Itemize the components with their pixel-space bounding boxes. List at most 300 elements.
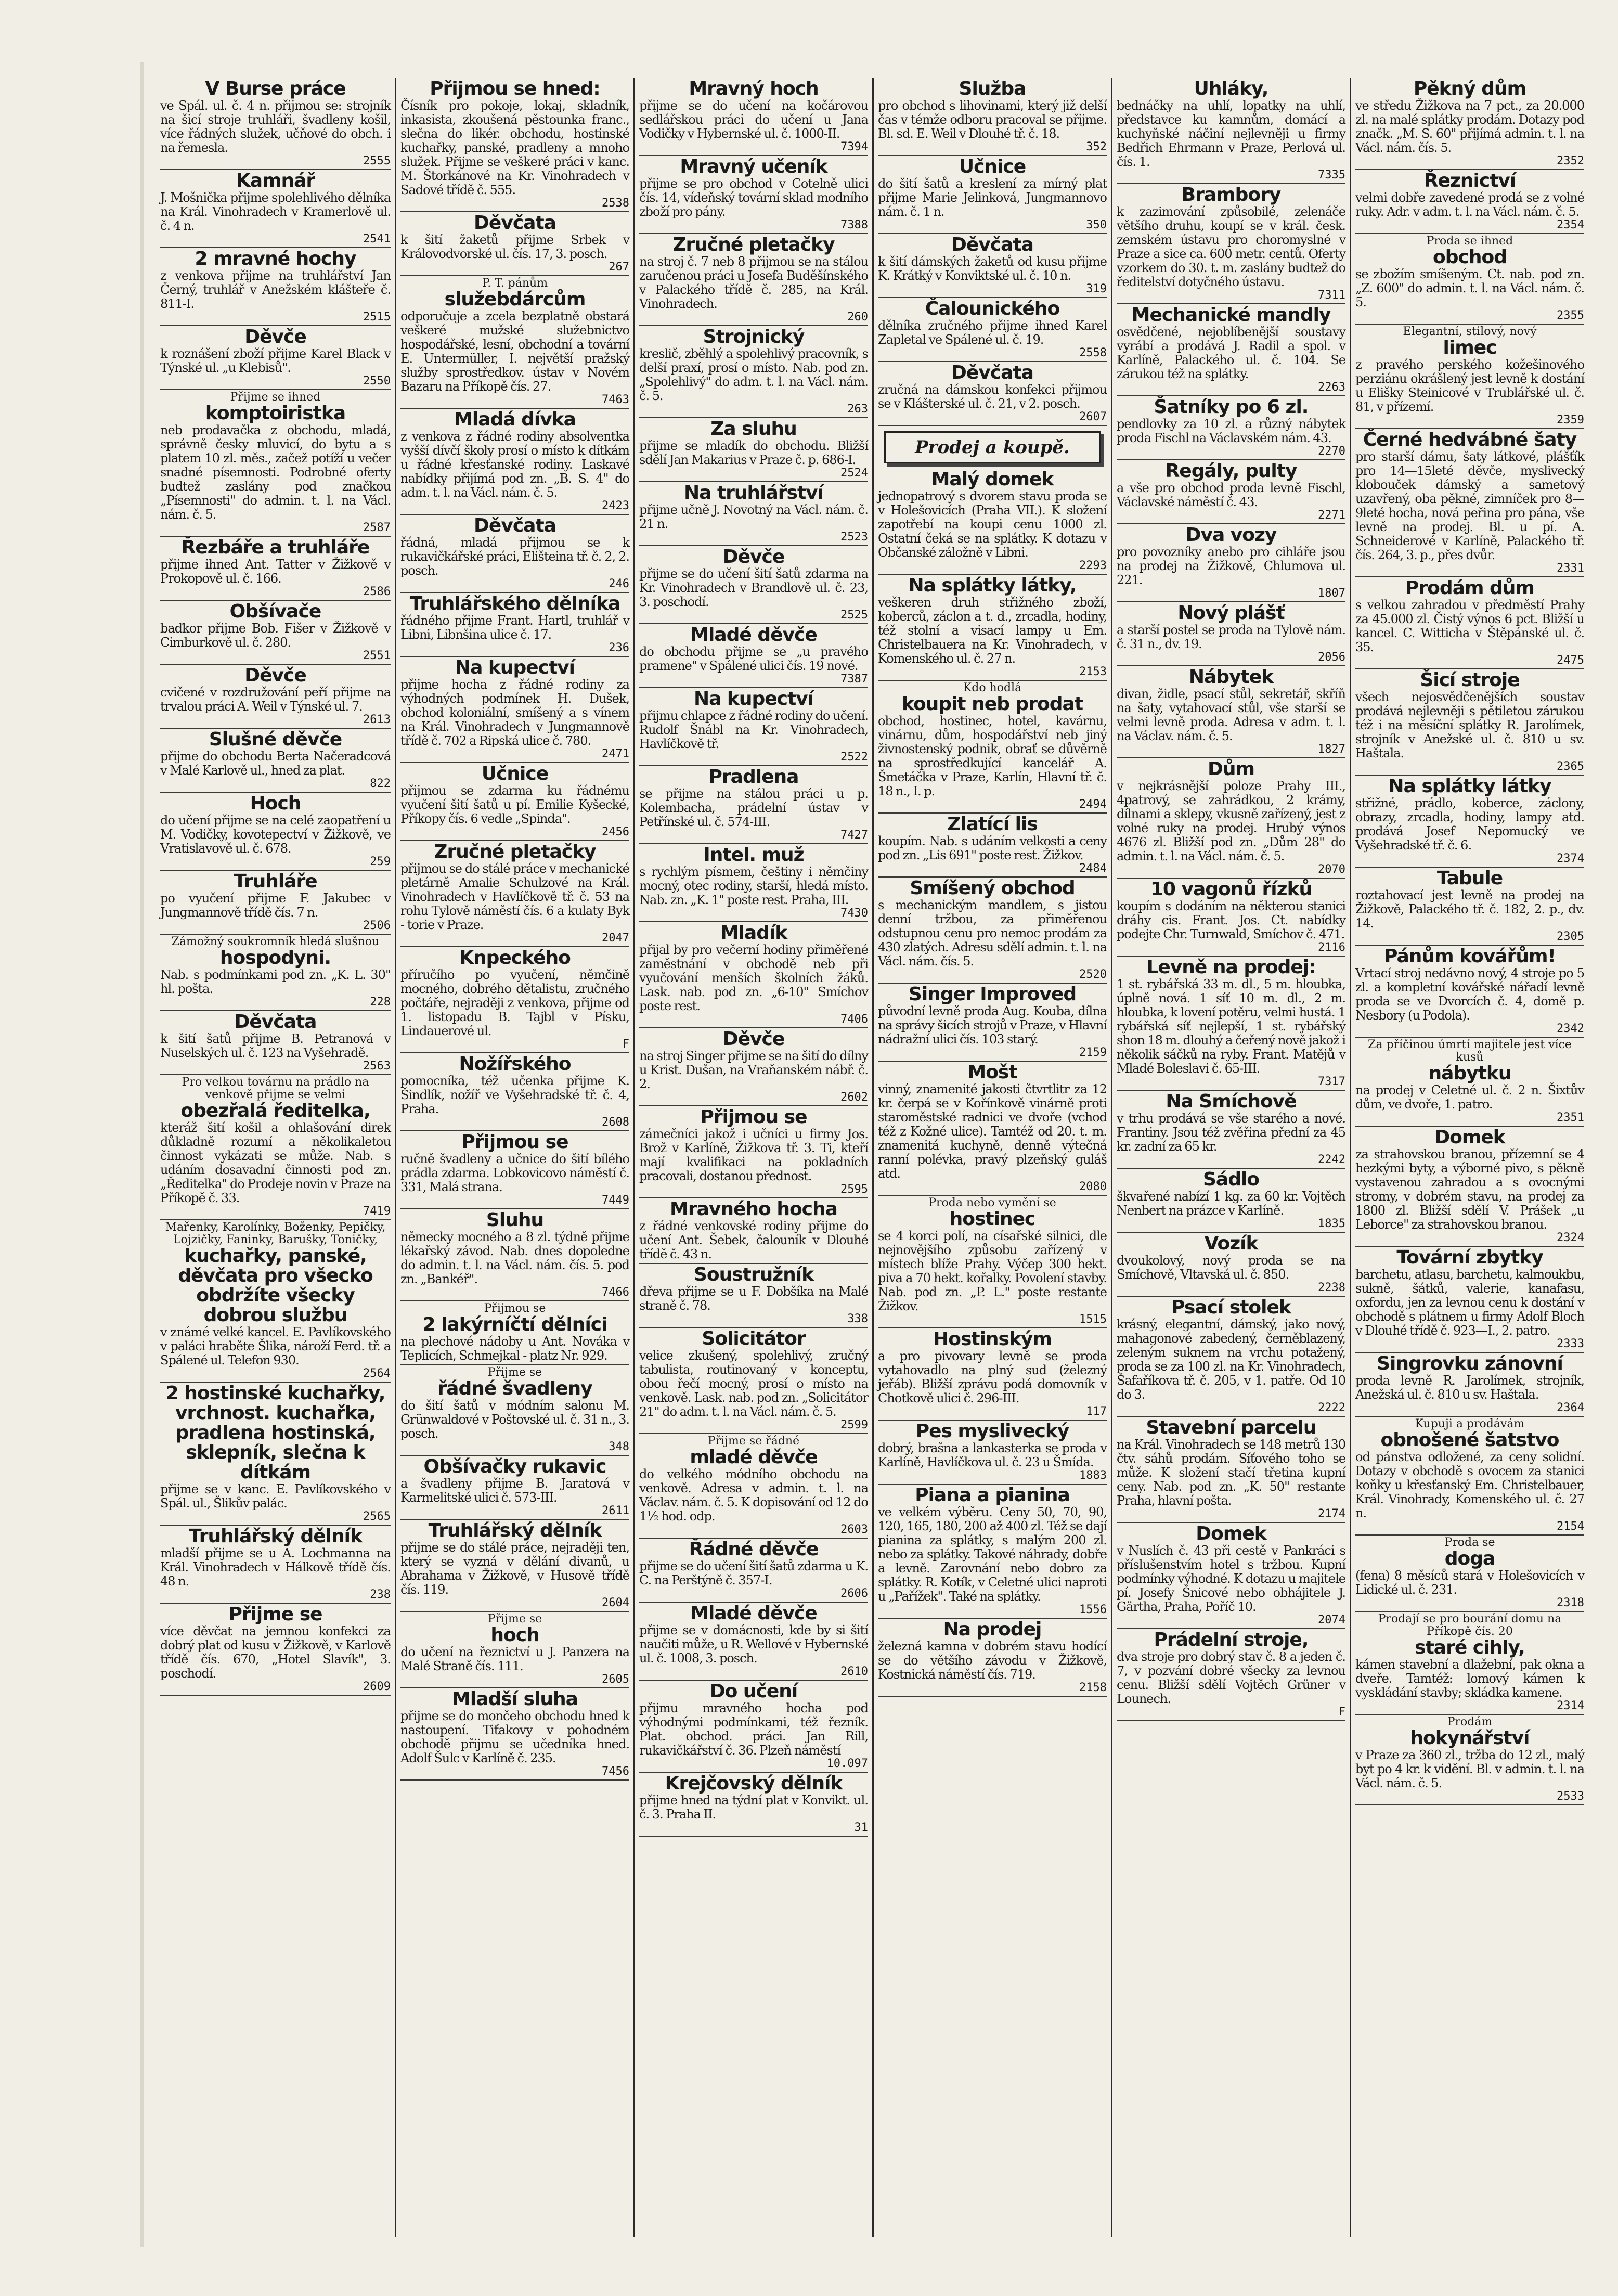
classified-ad (1355, 234, 1584, 325)
ad-reference-number: 350 (1086, 218, 1107, 231)
ad-text: k šití šatů přijme B. Petranová v Nuselských ul. č. 123 na Vyšehradě. (160, 1031, 391, 1060)
ad-text: přijmu mravného hocha pod výhodnými podmínkami, též řezník. Plat. obchod. práci. Jan Rill, rukavičkářství č. 36. Plzeň náměstí (639, 1701, 868, 1758)
ad-text: přijme se do učení na kočárovou sedlářskou práci do učení u Jana Vodičky v Hybernské ul. č. 1000-II. (639, 98, 868, 141)
ad-text: na stroj Singer přijme se na šití do dílny u Krist. Dušan, na Vraňanském nábř. č. 2. (639, 1049, 868, 1091)
ad-reference-number: 2608 (602, 1116, 629, 1129)
ad-heading: Psací stolek (1171, 1297, 1291, 1318)
ad-heading: Soustružník (693, 1264, 814, 1285)
ad-lead-in: Přijme se (487, 1366, 542, 1379)
ad-text: řádná, mladá přijmou se k rukavičkářské práci, Elišteina tř. č. 2, 2. posch. (400, 535, 629, 578)
ad-text: přijme do obchodu Berta Načeradcová v Malé Karlově ul., hned za plat. (160, 749, 391, 778)
ad-heading: limec (1443, 337, 1497, 358)
ad-text: v nejkrásnější poloze Prahy III., 4patrový, se zahrádkou, 2 krámy, dílnami a sklepy, vkusně zařízený, jest z volné ruky na prodej. Hrubý výnos 4676 zl. Bližší pod zn. „Dům 28" do admin. t. l. na Václ. nám. č. 5. (1117, 779, 1345, 863)
ad-text: všech nejosvědčenějších soustav prodává nejlevněji s pětiletou zárukou též i na měsíční splátky R. Jarolímek, strojník v Anežské ul. č. 810 u sv. Haštala. (1355, 690, 1584, 760)
classified-ad (639, 1434, 868, 1539)
classified-ad (400, 1365, 629, 1456)
ad-reference-number: 2324 (1557, 1231, 1584, 1244)
ad-heading: Domek (1434, 1127, 1505, 1148)
ad-reference-number: 2558 (1079, 346, 1107, 359)
ad-reference-number: 2263 (1318, 381, 1345, 394)
ad-heading: Vozík (1204, 1233, 1258, 1254)
ad-heading: Truhlářského dělníka (409, 593, 620, 614)
classified-ad (1117, 304, 1345, 396)
classified-ad (1355, 1247, 1584, 1353)
ad-heading: Pánům kovářům! (1384, 946, 1556, 967)
ad-reference-number: 1827 (1318, 743, 1345, 756)
ad-text: s mechanickým mandlem, s jistou denní tržbou, za přiměřenou odstupnou cenu pro nemoc prodám za 430 zlatých. Adresu sdělí admin. t. l. na Václ. nám. čís. 5. (878, 898, 1107, 969)
ad-text: baďkor přijme Bob. Fišer v Žižkově v Cimburkově ul. č. 280. (160, 621, 391, 650)
ad-reference-number: 2456 (602, 825, 629, 839)
ad-text: vinný, znamenité jakosti čtvrtlitr za 12 kr. čerpá se v Kořínkově vinárně proti staroměstské radnici ve dvoře (vchod též z Kožné ulice). Tamtéž od 20. t. m. znamenitá kuchyně, denně výtečná ranní polévka, pravý plzeňský guláš atd. (878, 1082, 1107, 1181)
ad-text: Nab. s podmínkami pod zn. „K. L. 30" hl. pošta. (160, 968, 391, 996)
ad-reference-number: 7419 (363, 1205, 391, 1218)
ad-text: přijme hned na týdní plat v Konvikt. ul. č. 3. Praha II. (639, 1793, 868, 1822)
ad-reference-number: 7317 (1318, 1075, 1345, 1088)
classified-ad (878, 1196, 1107, 1328)
ad-heading: Mladík (720, 922, 787, 944)
classified-ad (1355, 1715, 1584, 1805)
ad-heading: obnošené šatstvo (1380, 1429, 1559, 1451)
ad-reference-number: 2551 (363, 649, 391, 662)
ad-heading: Děvčata (474, 515, 556, 536)
ad-heading: Obšívačky rukavic (423, 1456, 606, 1477)
classified-ads-page (156, 78, 1589, 2237)
ad-text: v Nuslích č. 43 při cestě v Pankráci s příslušenstvím hotel s tržbou. Kupní podmínky výhodné. K dotazu u majitele pí. Josefy Šnicové nebo obhájitele J. Gärtha, Praha, Poříč 10. (1117, 1543, 1345, 1614)
ad-heading: Mladé děvče (690, 1603, 817, 1624)
ad-text: přijme se do stálé práce, nejraději ten, který se vyzná v dělání divanů, u Abrahama v Žižkově, v Husově třídě čís. 119. (400, 1540, 629, 1597)
ad-text: příručího po vyučení, němčině mocného, dobrého dětalistu, zručného počtáře, nejraději z venkova, přijme od 1. listopadu B. Tajbl v Písku, Lindauerové ul. (400, 968, 629, 1038)
ad-reference-number: 7311 (1318, 289, 1345, 302)
ad-reference-number: 2293 (1079, 559, 1107, 572)
ad-lead-in: Pro velkou továrnu na prádlo na venkově přijme se velmi (182, 1076, 369, 1101)
classified-ad (639, 156, 868, 234)
ad-reference-number: 2238 (1318, 1281, 1345, 1294)
ad-heading: Řádné děvče (689, 1539, 819, 1560)
classified-ad (639, 688, 868, 766)
ad-heading: Dům (1207, 758, 1255, 780)
classified-ad (1117, 1523, 1345, 1629)
ad-reference-number: 2609 (363, 1680, 391, 1693)
ad-text: od pánstva odložené, za ceny solidní. Dotazy v obchodě s ovocem za stanici koňky u křesťanský Em. Christelbauer, Král. Vinohrady, Komenského ul. č. 27 n. (1355, 1450, 1584, 1520)
ad-lead-in: Proda nebo vymění se (928, 1196, 1056, 1209)
ad-reference-number: 1515 (1079, 1313, 1107, 1326)
ad-heading: Děvčata (951, 234, 1033, 255)
classified-ad (1117, 1091, 1345, 1169)
ad-text: na prodej v Celetné ul. č. 2 n. Šixtův dům, ve dvoře, 1. patro. (1355, 1083, 1584, 1112)
classified-ad (160, 729, 391, 793)
classified-ad (1117, 666, 1345, 758)
ad-text: a švadleny přijme B. Jaratová v Karmelitské ulici č. 573-III. (400, 1476, 629, 1505)
classified-ad (1117, 184, 1345, 304)
classified-ad (878, 814, 1107, 878)
ad-text: na stroj č. 7 neb 8 přijmou se na stálou zaručenou práci u Josefa Buděšínského v Palackého třídě č. 285, na Král. Vinohradech. (639, 254, 868, 311)
ad-text: z venkova z řádné rodiny absolventka vyšší dívčí školy prosí o místo k dítkám u řádné křesťanské rodiny. Laskavé nabídky přijímá pod zn. „B. S. 4" do adm. t. l. na Václ. nám. č. 5. (400, 429, 629, 500)
ad-reference-number: 2595 (840, 1183, 868, 1196)
ad-reference-number: 2563 (363, 1060, 391, 1073)
classified-ad (639, 1028, 868, 1106)
ad-heading: Na truhlářství (683, 482, 823, 504)
ad-reference-number: 2222 (1318, 1401, 1345, 1414)
classified-ad (639, 766, 868, 844)
ad-reference-number: 228 (370, 996, 391, 1009)
ad-heading: Knpeckého (459, 947, 571, 969)
classified-ad (639, 1198, 868, 1264)
ad-reference-number: 2333 (1557, 1337, 1584, 1350)
classified-ad (1355, 946, 1584, 1038)
classified-ad (1117, 1629, 1345, 1721)
ad-lead-in: Prodám (1447, 1715, 1493, 1729)
ad-heading: Brambory (1181, 184, 1281, 205)
ad-reference-number: 7430 (840, 907, 868, 920)
ad-heading: Mladá dívka (454, 409, 576, 430)
ad-heading: doga (1444, 1548, 1495, 1569)
classified-ad (400, 1131, 629, 1209)
ad-lead-in: Kupuji a prodávám (1415, 1417, 1525, 1430)
ad-heading: Mechanické mandly (1131, 304, 1331, 326)
ad-heading: Na Smíchově (1166, 1091, 1297, 1112)
classified-ad (1355, 1536, 1584, 1612)
ad-reference-number: 263 (847, 403, 868, 416)
ad-reference-number: 2271 (1318, 509, 1345, 522)
ad-heading: Piana a pianina (915, 1485, 1070, 1506)
ad-reference-number: 2305 (1557, 930, 1584, 943)
ad-reference-number: 2603 (840, 1523, 868, 1536)
ad-text: z řádné venkovské rodiny přijme do učení Ant. Šebek, čalouník v Dlouhé třídě č. 43 n. (639, 1219, 868, 1261)
classified-ad (1355, 1038, 1584, 1127)
ad-text: 1 st. rybářská 33 m. dl., 5 m. hloubka, úplně nová. 1 síť 10 m. dl., 2 m. hloubka, k lovení potěru, velmi hustá. 1 rybářská síť nejlepší, 1 st. rybářský shon 18 m. dlouhý a čeřený nově jakož i několik sáčků na ryby. Frant. Matějů v Mladé Boleslavi č. 65-III. (1117, 977, 1345, 1076)
ad-heading: hokynářství (1410, 1727, 1530, 1749)
classified-ad (400, 515, 629, 593)
ad-heading: řádné švadleny (437, 1378, 592, 1399)
ad-reference-number: 2533 (1557, 1790, 1584, 1803)
ad-heading: Děvče (244, 326, 306, 347)
ad-text: J. Mošnička přijme spolehlivého dělníka na Král. Vinohradech v Kramerlově ul. č. 4 n. (160, 190, 391, 233)
ad-text: přijme se mladík do obchodu. Bližší sdělí Jan Makarius v Praze č. p. 686-I. (639, 438, 868, 467)
ad-text: původní levně proda Aug. Kouba, dílna na správy šicích strojů v Praze, v Hlavní nádražní ulici čís. 103 starý. (878, 1004, 1107, 1047)
classified-ad (160, 601, 391, 665)
classified-ad (639, 1264, 868, 1328)
ad-text: barchetu, atlasu, barchetu, kalmoukbu, sukně, šátků, valerie, kanafasu, oxfordu, jen za levnou cenu k dostání v obchodě s plátnem u firmy Adolf Bloch v Dlouhé třídě č. 923—I., 2. patro. (1355, 1267, 1584, 1338)
classified-ad (1117, 460, 1345, 524)
classified-ad (878, 575, 1107, 681)
ad-text: na Král. Vinohradech se 148 metrů 130 čtv. sáhů prodám. Síťového toho se může. K složení stačí třetina kupní ceny. Nab. pod zn. „K. 50" restante Praha, hlavní pošta. (1117, 1437, 1345, 1508)
classified-ad (639, 1539, 868, 1603)
ad-reference-number: 2564 (363, 1367, 391, 1380)
ad-reference-number: 238 (370, 1588, 391, 1601)
ad-text: k šití dámských žaketů od kusu přijme K. Krátký v Konviktské ul. č. 10 n. (878, 254, 1107, 283)
ad-heading: Do učení (709, 1681, 798, 1702)
ad-text: ve středu Žižkova na 7 pct., za 20.000 zl. na malé splátky prodám. Dotazy pod značk. „M. S. 60" přijímá admin. t. l. na Václ. nám. čís. 5. (1355, 98, 1584, 155)
section-banner (878, 426, 1107, 469)
ad-heading: Mravného hocha (670, 1198, 837, 1220)
ad-heading: Sluhu (486, 1209, 544, 1231)
ad-text: přijme se do učení šití šatů zdarma u K. C. na Perštýně č. 357-I. (639, 1559, 868, 1588)
ad-heading: Šicí stroje (1420, 669, 1520, 691)
ad-text: přijmu chlapce z řádné rodiny do učení. Rudolf Šnábl na Kr. Vinohradech, Havlíčkově tř. (639, 708, 868, 751)
classified-ad (1355, 669, 1584, 776)
ad-reference-number: 117 (1086, 1405, 1107, 1418)
classified-ad (639, 1681, 868, 1773)
classified-ad (1117, 1233, 1345, 1297)
ad-reference-number: 2074 (1318, 1614, 1345, 1627)
ad-text: neb prodavačka z obchodu, mladá, správně česky mluvicí, do bytu a s platem 10 zl. měs., začež potíží u večer snadné písemnosti. Podrobné oferty budtež zaslány pod značkou „Písemnosti" do admin. t. l. na Václ. nám. č. 5. (160, 423, 391, 522)
classified-ad (400, 657, 629, 763)
ad-lead-in: Přijme se řádné (707, 1435, 800, 1448)
ad-text: pro obchod s lihovinami, který již delší čas v témže odboru pracoval se přijme. Bl. sd. E. Weil v Dlouhé tř. č. 18. (878, 98, 1107, 141)
column-4 (872, 78, 1111, 2237)
ad-heading: koupit neb prodat (901, 693, 1083, 715)
ad-reference-number: 1883 (1079, 1469, 1107, 1482)
classified-ad (1355, 325, 1584, 429)
classified-ad (639, 482, 868, 546)
ad-heading: Nožířského (459, 1053, 571, 1075)
ad-reference-number: 7463 (602, 393, 629, 406)
ad-reference-number: 2355 (1557, 309, 1584, 322)
classified-ad (639, 1603, 868, 1681)
classified-ad (878, 469, 1107, 575)
classified-ad (1117, 396, 1345, 460)
classified-ad (400, 78, 629, 212)
ad-heading: Mravný hoch (689, 78, 819, 99)
ad-text: odporučuje a zcela bezplatně obstará veškeré mužské služebnictvo hospodářské, lesní, obchodní a tovární E. Untermüller, I. největší pražský služby sprostředkov. ústav v Novém Bazaru na Příkopě čís. 27. (400, 309, 629, 394)
ad-reference-number: 822 (370, 777, 391, 790)
ad-text: do šití šatů a kreslení za mírný plat přijme Marie Jelinková, Jungmannovo nám. č. 1 n. (878, 176, 1107, 219)
ad-heading: Mladé děvče (690, 624, 817, 646)
ad-heading: Učnice (481, 763, 549, 784)
ad-reference-number: 2331 (1557, 562, 1584, 575)
ad-text: dřeva přijme se u F. Dobšíka na Malé straně č. 78. (639, 1284, 868, 1313)
ad-reference-number: 2525 (840, 609, 868, 622)
ad-text: Čísník pro pokoje, lokaj, skladník, inkasista, zkoušená pěstounka franc., slečna do likér. obchodu, hostinské kuchařky, panské, pradleny a mnoho služek. Přijme se veškeré práci v kanc. M. Štorkánové na Kr. Vinohradech v Sadové třídě č. 555. (400, 98, 629, 197)
ad-heading: Pradlena (708, 766, 799, 788)
ad-text: pro starší dámu, šaty látkové, plášťík pro 14—15leté děvče, myslivecký klobouček dámský a sametový uzavřený, oba pěkné, zimníček pro 8—9leté hocha, nová peřina pro pána, vše levně na prodej. Bl. u pí. A. Schneiderové v Karlíně, Palackého tř. čís. 264, 3. p., přes dvůr. (1355, 449, 1584, 562)
classified-ad (878, 1328, 1107, 1421)
ad-heading: Na prodej (943, 1619, 1042, 1640)
column-2 (395, 78, 633, 2237)
ad-heading: Nábytek (1188, 666, 1274, 688)
ad-heading: 2 hostinské kuchařky, vrchnost. kuchařka, pradlena hostinská, sklepník, slečna k dítkám (165, 1383, 385, 1483)
classified-ad (878, 1062, 1107, 1196)
ad-text: z pravého perského kožešinového perziánu okrášlený jest levně k dostání u Elišky Steinicové v Trublářské ul. č. 81, v přízemí. (1355, 357, 1584, 414)
classified-ad (160, 170, 391, 248)
classified-ad (1355, 577, 1584, 669)
ad-lead-in: Za příčinou úmrtí majitele jest více kusů (1368, 1038, 1572, 1064)
classified-ad (1355, 776, 1584, 868)
ad-text: přijal by pro večerní hodiny přiměřené zaměstnání v obchodě neb při vyučování menších školních žáků. Lask. nab. pod zn. „6-10" Smíchov poste rest. (639, 943, 868, 1013)
ad-heading: hospodyni. (219, 947, 331, 969)
classified-ad (639, 78, 868, 156)
ad-reference-number: 2607 (1079, 410, 1107, 423)
ad-heading: Černé hedvábné šaty (1363, 429, 1577, 450)
ad-reference-number: 2318 (1557, 1596, 1584, 1609)
ad-text: přijme ihned Ant. Tatter v Žižkově v Prokopově ul. č. 166. (160, 557, 391, 586)
classified-ad (160, 1604, 391, 1696)
classified-ad (1117, 524, 1345, 602)
ad-heading: Děvčata (234, 1011, 317, 1033)
ad-reference-number: 2587 (363, 521, 391, 534)
ad-reference-number: 348 (609, 1440, 629, 1453)
ad-reference-number: 7387 (840, 673, 868, 686)
ad-heading: Děvčata (474, 212, 556, 234)
ad-reference-number: 2520 (1079, 968, 1107, 981)
ad-heading: Přijmou se (700, 1106, 807, 1128)
ad-text: do velkého módního obchodu na venkově. Adresa v admin. t. l. na Václav. nám. č. 5. K dopisování od 12 do 1½ hod. odp. (639, 1467, 868, 1524)
classified-ad (639, 1328, 868, 1434)
ad-reference-number: 2565 (363, 1510, 391, 1523)
ad-text: roztahovací jest levně na prodej na Žižkově, Palackého tř. č. 182, 2. p., dv. 14. (1355, 888, 1584, 931)
ad-text: osvědčené, nejoblíbenější soustavy vyrábí a prodává J. Radil a spol. v Karlíně, Palackého ul. č. 104. Se zárukou též na splátky. (1117, 325, 1345, 381)
classified-ad (400, 276, 629, 409)
classified-ad (878, 1485, 1107, 1619)
ad-lead-in: Přijme se ihned (230, 391, 321, 404)
ad-text: za strahovskou branou, přízemní se 4 hezkými byty, a výborné pivo, s pěkně vystavenou zahradou a s ovocnými stromy, v dobrém stavu, na prodej za 1800 zl. Bližší sdělí V. Prášek „u Leborce" za strahovskou branou. (1355, 1147, 1584, 1232)
ad-reference-number: 7335 (1318, 169, 1345, 182)
ad-text: Vrtací stroj nedávno nový, 4 stroje po 5 zl. a kompletní kovářské nářadí levně proda se ve Dvorcích č. 4, domě p. Nesbory (u Podola). (1355, 966, 1584, 1023)
ad-reference-number: 7456 (602, 1765, 629, 1778)
classified-ad (400, 1053, 629, 1131)
ad-text: do šití šatů v módním salonu M. Grünwaldové v Poštovské ul. č. 31 n., 3. posch. (400, 1398, 629, 1441)
classified-ad (400, 212, 629, 276)
ad-reference-number: 2604 (602, 1596, 629, 1609)
ad-text: dva stroje pro dobrý stav č. 8 a jeden č. 7, v pozvání dobré všecky za levnou cenu. Bližší sdělí Vojtěch Grüner v Lounech. (1117, 1649, 1345, 1706)
ad-reference-number: 2522 (840, 751, 868, 764)
classified-ad (639, 844, 868, 922)
ad-reference-number: 2541 (363, 233, 391, 246)
ad-text: k šití žaketů přijme Srbek v Královodvorské ul. čís. 17, 3. posch. (400, 233, 629, 261)
ad-reference-number: 2523 (840, 531, 868, 544)
classified-ad (1355, 78, 1584, 170)
ad-heading: Na kupectví (693, 688, 814, 710)
ad-text: a starší postel se proda na Tylově nám. č. 31 n., dv. 19. (1117, 623, 1345, 651)
ad-heading: nábytku (1428, 1063, 1511, 1084)
ad-reference-number: 2154 (1557, 1520, 1584, 1533)
ad-text: přijme hocha z řádné rodiny za výhodných podmínek H. Dušek, obchod koloniální, smíšený a s vínem na Král. Vinohradech v Jungmannově třídě č. 702 a Ripská ulice č. 780. (400, 677, 629, 748)
ad-text: pendlovky za 10 zl. a různý nábytek proda Fischl na Václavském nám. 43. (1117, 417, 1345, 445)
ad-heading: Domek (1196, 1523, 1266, 1544)
ad-text: německy mocného a 8 zl. týdně přijme lékařský závod. Nab. dnes dopoledne do admin. t. l. na Václ. nám. čís. 5. pod zn. „Bankéř". (400, 1230, 629, 1286)
classified-ad (1117, 602, 1345, 666)
classified-ad (878, 298, 1107, 362)
ad-text: a pro pivovary levně se proda vytahovadlo na plný sud (železný jeřáb). Bližší zprávu podá domovník v Chotkově ulici č. 296-III. (878, 1349, 1107, 1405)
ad-text: cvičené v rozdružování peří přijme na trvalou práci A. Weil v Týnské ul. 7. (160, 685, 391, 714)
ad-text: veškeren druh střižného zboží, koberců, záclon a t. d., zrcadla, hodiny, též stolní a visací lampy u Em. Christelbauera na Kr. Vinohradech, v Komenského ul. č. 27 n. (878, 595, 1107, 666)
ad-reference-number: 2116 (1318, 941, 1345, 954)
ad-heading: Singrovku zánovní (1377, 1353, 1563, 1374)
ad-heading: Intel. muž (703, 844, 804, 866)
ad-text: se 4 korci polí, na císařské silnici, dle nejnovějšího způsobu zařízený v místech blíže Prahy. Výčep 300 hekt. piva a 70 hekt. kořalky. Povolení stavby. Nab. pod zn. „P. L." poste restante Žižkov. (878, 1229, 1107, 1313)
classified-ad (160, 78, 391, 170)
ad-text: v trhu prodává se vše starého a nové. Frantiny. Jsou též zvěřina přední za 45 kr. zadní za 65 kr. (1117, 1111, 1345, 1154)
classified-ad (878, 234, 1107, 298)
classified-ad (639, 418, 868, 482)
ad-text: přijme se pro obchod v Cotelně ulici čís. 14, vídeňský tovární sklad modního zboží pro pány. (639, 176, 868, 219)
classified-ad (1355, 429, 1584, 577)
ad-reference-number: 2359 (1557, 414, 1584, 427)
classified-ad (160, 935, 391, 1011)
ad-lead-in: Proda se (1444, 1536, 1495, 1549)
classified-ad (160, 326, 391, 390)
classified-ad (1117, 1417, 1345, 1523)
classified-ad (1355, 868, 1584, 946)
ad-text: s rychlým písmem, češtiny i němčiny mocný, otec rodiny, starší, hledá místo. Nab. zn. „K. 1" poste rest. Praha, III. (639, 865, 868, 907)
ad-heading: Kamnář (236, 170, 315, 191)
classified-ad (1117, 1297, 1345, 1417)
ad-reference-number: 2586 (363, 585, 391, 598)
ad-reference-number: 7466 (602, 1286, 629, 1299)
ad-heading: Za sluhu (710, 418, 797, 440)
ad-text: v známé velké kancel. E. Pavlíkovského v paláci hraběte Šlika, nároží Ferd. tř. a Spálené ul. Telefon 930. (160, 1325, 391, 1368)
ad-text: jednopatrový s dvorem stavu proda se v Holešovicích (Praha VII.). K složení zapotřebí na koupi cenu 1000 zl. Ostatní čeká se na splátky. K dotazu v Občanské záložně v Libni. (878, 489, 1107, 560)
ad-heading: 2 mravné hochy (195, 248, 356, 269)
classified-ad (878, 984, 1107, 1062)
ad-reference-number: 2555 (363, 154, 391, 167)
ad-text: přijme učně J. Novotný na Václ. nám. č. 21 n. (639, 502, 868, 531)
ad-text: přijme se v domácnosti, kde by si šití naučiti může, u R. Wellové v Hybernské ul. č. 1008, 3. posch. (639, 1623, 868, 1666)
ad-reference-number: 1835 (1318, 1217, 1345, 1230)
ad-reference-number: 2550 (363, 375, 391, 388)
classified-ad (878, 1421, 1107, 1485)
ad-text: kteráž šití košil a ohlašování direk důkladně rozumí a několikaletou činnost vykázati se může. Nab. s udáním dosavadní činnosti pod zn. „Ředitelka" do Prodeje novin v Praze na Příkopě č. 33. (160, 1120, 391, 1205)
ad-reference-number: 2374 (1557, 852, 1584, 865)
ad-lead-in: Prodají se pro bourání domu na Příkopě čís. 20 (1378, 1613, 1562, 1638)
ad-reference-number: 319 (1086, 282, 1107, 295)
ad-text: se přijme na stálou práci u p. Kolembacha, prádelní ústav v Petřínské ul. č. 574-III. (639, 786, 868, 829)
ad-text: škvařené nabízí 1 kg. za 60 kr. Vojtěch Nenbert na prázce v Karlíně. (1117, 1189, 1345, 1218)
ad-text: se zbožím smíšeným. Ct. nab. pod zn. „Z. 600" do admin. t. l. na Václ. nám. č. 5. (1355, 267, 1584, 309)
classified-ad (160, 1075, 391, 1220)
ad-text: koupím s dodáním na některou stanici dráhy cis. Frant. Jos. Ct. nabídky podejte Chr. Turnwald, Smíchov č. 471. (1117, 899, 1345, 941)
ad-reference-number: 2538 (602, 197, 629, 210)
ad-text: přijme se do učení šití šatů zdarma na Kr. Vinohradech v Brandlově ul. č. 23, 3. poschodí. (639, 566, 868, 609)
ad-reference-number: 2342 (1557, 1022, 1584, 1035)
ad-heading: 2 lakýrníčtí dělníci (422, 1314, 607, 1335)
ad-text: železná kamna v dobrém stavu hodící se do většího závodu v Žižkově, Kostnická náměstí čís. 719. (878, 1639, 1107, 1682)
ad-heading: komptoiristka (205, 403, 346, 424)
ad-text: dvoukolový, nový proda se na Smíchově, Vltavská ul. č. 850. (1117, 1253, 1345, 1282)
ad-text: (fena) 8 měsíců stará v Holešovicích v Lidické ul. č. 231. (1355, 1568, 1584, 1597)
classified-ad (1355, 170, 1584, 234)
classified-ad (1117, 78, 1345, 184)
ad-reference-number: 2611 (602, 1504, 629, 1517)
ad-heading: Šatníky po 6 zl. (1154, 396, 1309, 418)
ad-reference-number: 236 (609, 641, 629, 654)
ad-reference-number: 2610 (840, 1665, 868, 1678)
ad-reference-number: 2365 (1557, 760, 1584, 773)
ad-heading: Zlatící lis (947, 814, 1038, 835)
classified-ad (639, 624, 868, 688)
ad-reference-number: 2242 (1318, 1153, 1345, 1166)
ad-heading: Učnice (959, 156, 1026, 177)
ad-text: ve Spál. ul. č. 4 n. přijmou se: strojník na šicí stroje truhláři, švadleny košil, více řádných služek, učňové do obch. i na řemesla. (160, 98, 391, 155)
ad-text: v Praze za 360 zl., tržba do 12 zl., malý byt po 4 kr. k vidění. Bl. v admin. t. l. na Václ. nám. č. 5. (1355, 1748, 1584, 1790)
ad-heading: Děvčata (951, 362, 1033, 383)
ad-reference-number: 2314 (1557, 1699, 1584, 1712)
ad-heading: mladé děvče (690, 1447, 818, 1468)
ad-heading: Sádlo (1202, 1169, 1260, 1190)
ad-text: mladší přijme se u A. Lochmanna na Král. Vinohradech v Hálkově třídě čís. 48 n. (160, 1546, 391, 1589)
ad-heading: Řezbáře a truhláře (181, 537, 370, 558)
ad-heading: Na splátky látky, (908, 575, 1077, 596)
ad-text: zámečníci jakož i učníci u firmy Jos. Brož v Karlíně, Žižkova tř. 3. Ti, kteří mají kvalifikaci na pokladních pracovali, dostanou přednost. (639, 1127, 868, 1183)
ad-text: na plechové nádoby u Ant. Nováka v Teplicích, Schmejkal - platz Nr. 929. (400, 1334, 629, 1363)
ad-heading: Truhlářský dělník (428, 1520, 602, 1541)
ad-reference-number: 31 (854, 1821, 868, 1834)
ad-reference-number: 10.097 (826, 1757, 868, 1770)
classified-ad (400, 409, 629, 515)
ad-heading: Singer Improved (908, 984, 1077, 1005)
ad-heading: Zručné pletačky (434, 841, 596, 862)
ad-lead-in: Kdo hodlá (963, 681, 1022, 694)
